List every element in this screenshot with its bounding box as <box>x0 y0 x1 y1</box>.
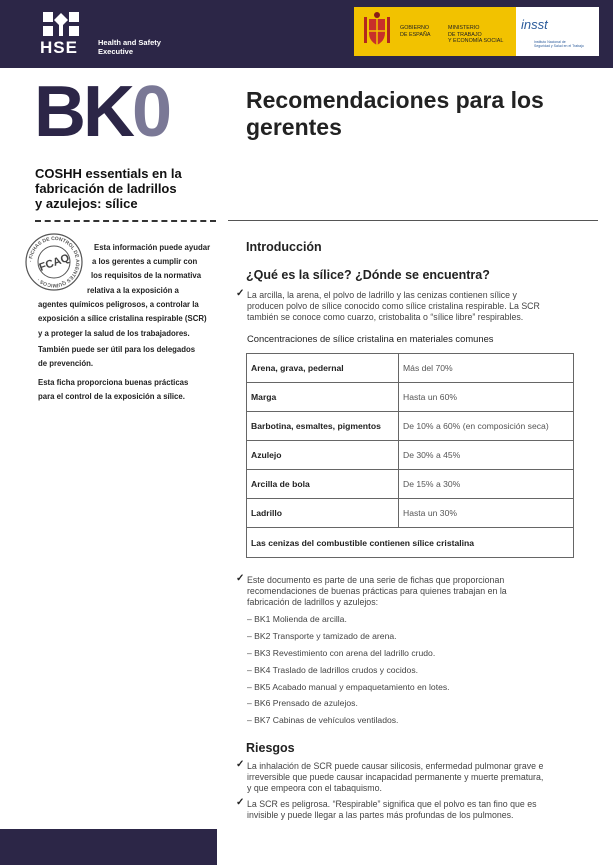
silica-concentration-table <box>246 353 574 558</box>
material-cell: Barbotina, esmaltes, pigmentos <box>247 412 399 441</box>
svg-text:· FICHAS DE CONTROL DE AGENTES: · FICHAS DE CONTROL DE AGENTES QUÍMICOS · <box>27 235 81 289</box>
table-row <box>247 441 574 470</box>
gobierno-label: GOBIERNO DE ESPAÑA <box>400 25 431 38</box>
risk-respirable: La SCR es peligrosa. “Respirable” significa que el polvo es tan fino que es invisible y puede llegar a las partes más profundas de los pulmones. <box>247 799 537 820</box>
question-heading: ¿Qué es la sílice? ¿Dónde se encuentra? <box>246 268 490 282</box>
spain-coat-of-arms-icon <box>362 11 392 51</box>
list-item: – BK6 Prensado de azulejos. <box>247 698 358 708</box>
intro-line: agentes químicos peligrosos, a controlar la <box>38 300 199 309</box>
sheet-left-title: COSHH essentials en la fabricación de ladrillos y azulejos: sílice <box>35 166 182 211</box>
material-cell: Azulejo <box>247 441 399 470</box>
intro-line: a los gerentes a cumplir con <box>92 257 198 266</box>
table-footer-row <box>247 528 574 558</box>
value-cell: Hasta un 60% <box>399 383 574 412</box>
material-cell: Arena, grava, pedernal <box>247 354 399 383</box>
table-footer: Las cenizas del combustible contienen sílice cristalina <box>247 528 574 558</box>
ministry-label: MINISTERIO DE TRABAJO Y ECONOMÍA SOCIAL <box>448 25 504 45</box>
material-cell: Arcilla de bola <box>247 470 399 499</box>
intro-line: los requisitos de la normativa <box>91 271 202 280</box>
intro-line: exposición a sílice cristalina respirable (SCR) <box>38 314 207 323</box>
risk-silicosis: La inhalación de SCR puede causar silicosis, enfermedad pulmonar grave e irreversible que puede causar incapacidad permanente y muerte prematura, y que empeora con el tabaquismo. <box>247 761 544 793</box>
check-icon: ✓ <box>236 288 245 299</box>
intro-line: relativa a la exposición a <box>87 286 179 295</box>
value-cell: Más del 70% <box>399 354 574 383</box>
intro-line: Esta información puede ayudar <box>94 243 211 252</box>
material-cell: Marga <box>247 383 399 412</box>
right-divider <box>228 220 598 221</box>
table-row <box>247 470 574 499</box>
table-row <box>247 412 574 441</box>
check-icon: ✓ <box>236 573 245 584</box>
insst-logo: insst <box>521 17 548 32</box>
series-intro: Este documento es parte de una serie de fichas que proporcionan recomendaciones de buenas prácticas para quienes trabajan en la fabricación de ladrillos y azulejos: <box>247 575 507 607</box>
purpose-paragraph: Esta ficha proporciona buenas prácticas para el control de la exposición a sílice. <box>38 378 189 402</box>
insst-subtitle: Instituto Nacional de Seguridad y Salud en el Trabajo <box>534 40 584 49</box>
table-caption: Concentraciones de sílice cristalina en materiales comunes <box>247 333 494 344</box>
material-cell: Ladrillo <box>247 499 399 528</box>
svg-text:FCAQ: FCAQ <box>37 251 72 274</box>
intro-line: y a proteger la salud de los trabajadores. <box>38 329 190 338</box>
list-item: – BK3 Revestimiento con arena del ladrillo crudo. <box>247 648 436 658</box>
list-item: – BK7 Cabinas de vehículos ventilados. <box>247 715 399 725</box>
intro-heading: Introducción <box>246 240 322 254</box>
fcaq-stamp-icon <box>24 232 84 292</box>
value-cell: De 15% a 30% <box>399 470 574 499</box>
value-cell: De 30% a 45% <box>399 441 574 470</box>
silica-definition: La arcilla, la arena, el polvo de ladrillo y las cenizas contienen sílice y producen polvo de sílice conocido como sílice cristalina respirable. La SCR también se conoce como cuarzo, cristobalita o “sílice libre” respirables. <box>247 290 540 322</box>
list-item: – BK4 Traslado de ladrillos crudos y cocidos. <box>247 665 419 675</box>
table-row <box>247 499 574 528</box>
hse-subtitle: Health and Safety Executive <box>98 38 161 56</box>
delegates-paragraph: También puede ser útil para los delegados de prevención. <box>38 345 196 369</box>
check-icon: ✓ <box>236 797 245 808</box>
check-icon: ✓ <box>236 759 245 770</box>
risks-heading: Riesgos <box>246 741 295 755</box>
footer-bar <box>0 829 217 865</box>
value-cell: Hasta un 30% <box>399 499 574 528</box>
list-item: – BK5 Acabado manual y empaquetamiento en lotes. <box>247 682 450 692</box>
page-title: Recomendaciones para los gerentes <box>246 87 544 140</box>
table-row <box>247 354 574 383</box>
left-divider <box>35 220 216 222</box>
table-row <box>247 383 574 412</box>
hse-label: HSE <box>40 38 78 57</box>
value-cell: De 10% a 60% (en composición seca) <box>399 412 574 441</box>
list-item: – BK1 Molienda de arcilla. <box>247 614 347 624</box>
sheet-code: BK0 <box>34 72 170 152</box>
list-item: – BK2 Transporte y tamizado de arena. <box>247 631 397 641</box>
